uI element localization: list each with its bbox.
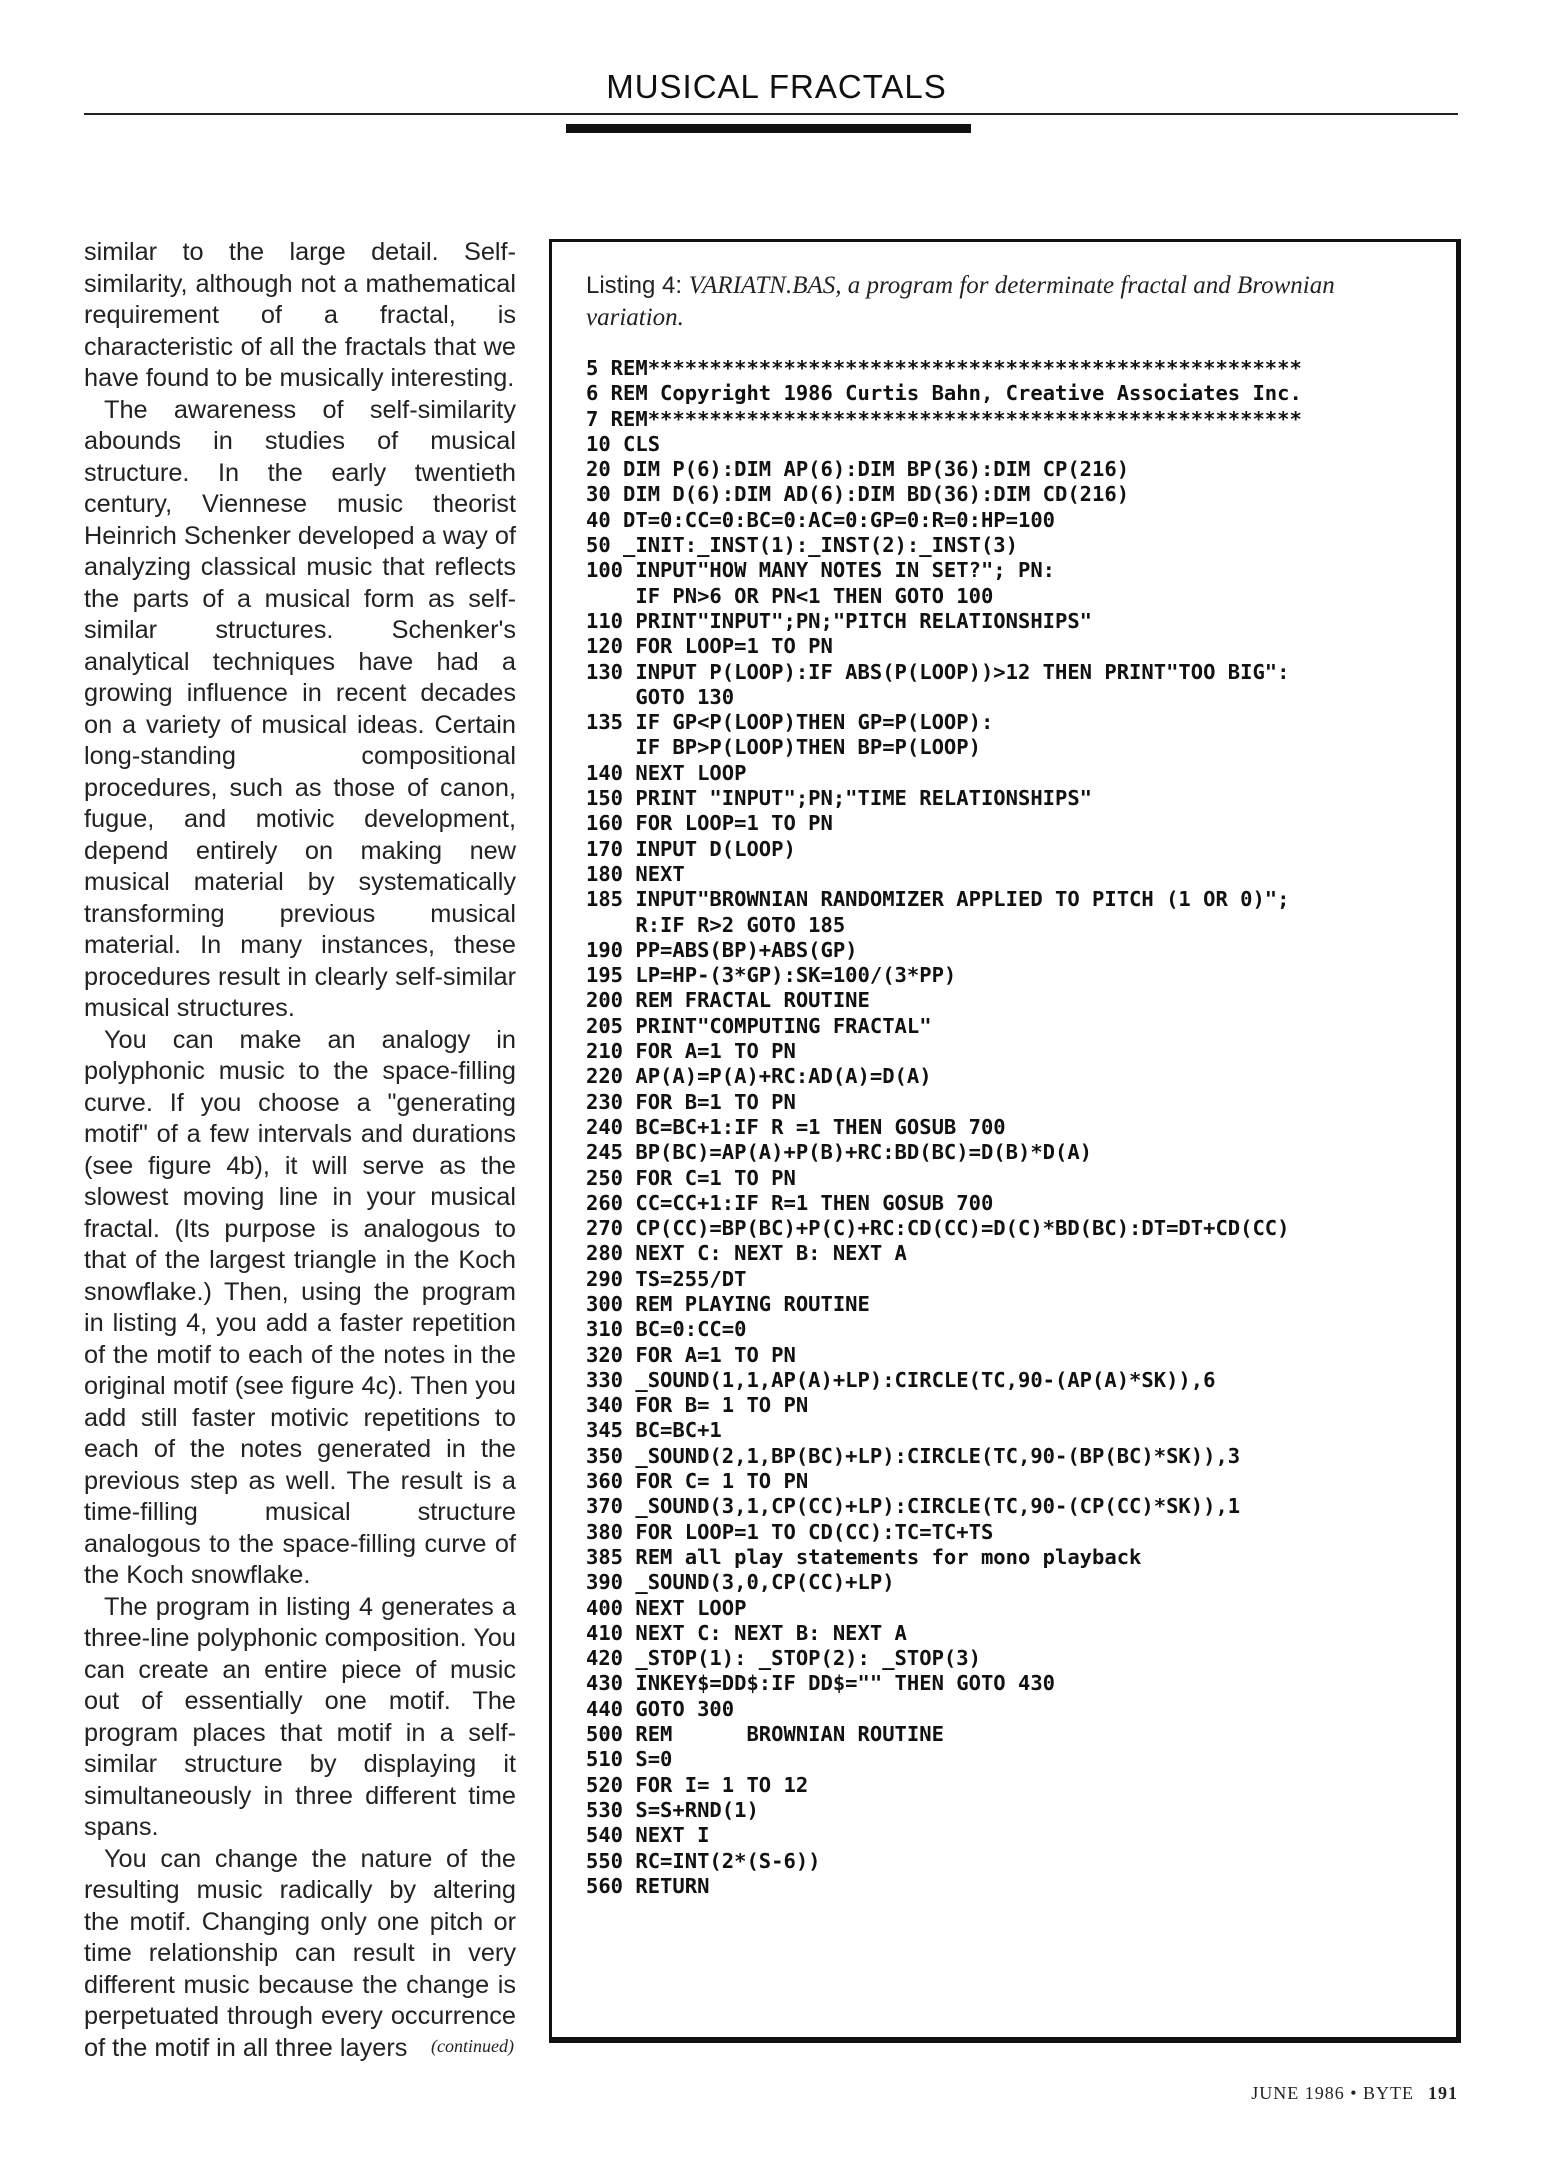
code-line: 530 S=S+RND(1) (586, 1797, 759, 1822)
code-line: 130 INPUT P(LOOP):IF ABS(P(LOOP))>12 THEN PRINT"TOO BIG": (586, 659, 1290, 684)
code-line: 185 INPUT"BROWNIAN RANDOMIZER APPLIED TO PITCH (1 OR 0)"; (586, 887, 1290, 912)
code-line: 150 PRINT "INPUT";PN;"TIME RELATIONSHIPS" (586, 786, 1093, 811)
code-line: 140 NEXT LOOP (586, 760, 747, 785)
code-line: 500 REM BROWNIAN ROUTINE (586, 1722, 944, 1747)
code-line: 540 NEXT I (586, 1823, 710, 1848)
listing-title: VARIATN.BAS, a program for determinate fractal and Brownian variation. (586, 272, 1335, 331)
code-line: 400 NEXT LOOP (586, 1595, 747, 1620)
code-line: 390 _SOUND(3,0,CP(CC)+LP) (586, 1570, 895, 1595)
body-paragraph: You can change the nature of the resulting music radically by altering the motif. Changing only one pitch or time relationship can result in very different music because the change is perpetuated through every occurrence of the motif in all three layers (84, 1844, 516, 2062)
code-line: 270 CP(CC)=BP(BC)+P(C)+RC:CD(CC)=D(C)*BD(BC):DT=DT+CD(CC) (586, 1216, 1290, 1241)
code-line: 200 REM FRACTAL ROUTINE (586, 988, 870, 1013)
code-line: 280 NEXT C: NEXT B: NEXT A (586, 1241, 907, 1266)
code-line: 110 PRINT"INPUT";PN;"PITCH RELATIONSHIPS" (586, 608, 1093, 633)
code-line: 510 S=0 (586, 1747, 673, 1772)
header-rule (84, 113, 1458, 115)
code-line: 40 DT=0:CC=0:BC=0:AC=0:GP=0:R=0:HP=100 (586, 507, 1055, 532)
listing-label: Listing 4: (586, 272, 683, 299)
code-line: 210 FOR A=1 TO PN (586, 1039, 796, 1064)
code-line: R:IF R>2 GOTO 185 (586, 912, 846, 937)
code-line: 160 FOR LOOP=1 TO PN (586, 811, 833, 836)
footer-issue: JUNE 1986 • BYTE (1251, 2083, 1414, 2103)
code-line: 205 PRINT"COMPUTING FRACTAL" (586, 1013, 932, 1038)
code-line: 7 REM***************************************************** (586, 406, 1302, 431)
code-line: 100 INPUT"HOW MANY NOTES IN SET?"; PN: (586, 558, 1055, 583)
code-line: 190 PP=ABS(BP)+ABS(GP) (586, 937, 858, 962)
code-line: 550 RC=INT(2*(S-6)) (586, 1848, 821, 1873)
body-paragraph: similar to the large detail. Self-similarity, although not a mathematical requirement of a fractal, is characteristic of all the fractals that we have found to be musically interesting. (84, 238, 516, 392)
code-line: 330 _SOUND(1,1,AP(A)+LP):CIRCLE(TC,90-(AP(A)*SK)),6 (586, 1367, 1216, 1392)
code-line: 560 RETURN (586, 1873, 710, 1898)
code-line: 120 FOR LOOP=1 TO PN (586, 634, 833, 659)
code-line: 6 REM Copyright 1986 Curtis Bahn, Creative Associates Inc. (586, 381, 1302, 406)
code-line: GOTO 130 (586, 684, 735, 709)
code-line: 300 REM PLAYING ROUTINE (586, 1291, 870, 1316)
code-line: 170 INPUT D(LOOP) (586, 836, 796, 861)
article-body-column (84, 237, 516, 2064)
code-line: 180 NEXT (586, 861, 685, 886)
code-line: 20 DIM P(6):DIM AP(6):DIM BP(36):DIM CP(216) (586, 457, 1130, 482)
code-line: 385 REM all play statements for mono playback (586, 1544, 1142, 1569)
code-listing (586, 356, 1446, 1899)
code-line: IF PN>6 OR PN<1 THEN GOTO 100 (586, 583, 994, 608)
page-number: 191 (1428, 2083, 1458, 2103)
body-paragraph: You can make an analogy in polyphonic music to the space-filling curve. If you choose a "generating motif" of a few intervals and durations (see figure 4b), it will serve as the slowest moving line in your musical fractal. (Its purpose is analogous to that of the largest triangle in the Koch snowflake.) Then, using the program in listing 4, you add a faster repetition of the motif to each of the notes in the original motif (see figure 4c). Then you add still faster motivic repetitions to each of the notes generated in the previous step as well. The result is a time-filling musical structure analogous to the space-filling curve of the Koch snowflake. (84, 1025, 516, 1589)
continued-label: (continued) (431, 2036, 514, 2056)
code-line: 195 LP=HP-(3*GP):SK=100/(3*PP) (586, 963, 957, 988)
code-line: 50 _INIT:_INST(1):_INST(2):_INST(3) (586, 533, 1018, 558)
running-header-title: MUSICAL FRACTALS (606, 68, 947, 105)
code-line: 310 BC=0:CC=0 (586, 1317, 747, 1342)
code-line: 260 CC=CC+1:IF R=1 THEN GOSUB 700 (586, 1190, 994, 1215)
code-line: 10 CLS (586, 431, 661, 456)
code-line: 135 IF GP<P(LOOP)THEN GP=P(LOOP): (586, 710, 994, 735)
code-line: 230 FOR B=1 TO PN (586, 1089, 796, 1114)
code-line: 290 TS=255/DT (586, 1266, 747, 1291)
code-line: 30 DIM D(6):DIM AD(6):DIM BD(36):DIM CD(216) (586, 482, 1130, 507)
code-line: 340 FOR B= 1 TO PN (586, 1393, 809, 1418)
code-line: 360 FOR C= 1 TO PN (586, 1469, 809, 1494)
listing-caption (586, 270, 1436, 334)
code-line: 320 FOR A=1 TO PN (586, 1342, 796, 1367)
code-line: 440 GOTO 300 (586, 1696, 735, 1721)
code-line: 250 FOR C=1 TO PN (586, 1165, 796, 1190)
code-line: 370 _SOUND(3,1,CP(CC)+LP):CIRCLE(TC,90-(CP(CC)*SK)),1 (586, 1494, 1241, 1519)
code-line: 245 BP(BC)=AP(A)+P(B)+RC:BD(BC)=D(B)*D(A) (586, 1140, 1093, 1165)
page-footer (1251, 2083, 1458, 2104)
code-line: IF BP>P(LOOP)THEN BP=P(LOOP) (586, 735, 981, 760)
code-line: 420 _STOP(1): _STOP(2): _STOP(3) (586, 1646, 981, 1671)
code-line: 345 BC=BC+1 (586, 1418, 722, 1443)
code-line: 520 FOR I= 1 TO 12 (586, 1772, 809, 1797)
code-line: 410 NEXT C: NEXT B: NEXT A (586, 1620, 907, 1645)
code-line: 350 _SOUND(2,1,BP(BC)+LP):CIRCLE(TC,90-(BP(BC)*SK)),3 (586, 1443, 1241, 1468)
body-paragraph: The program in listing 4 generates a three-line polyphonic composition. You can create an entire piece of music out of essentially one motif. The program places that motif in a self-similar structure by displaying it simultaneously in three different time spans. (84, 1592, 516, 1841)
code-line: 220 AP(A)=P(A)+RC:AD(A)=D(A) (586, 1064, 932, 1089)
code-line: 240 BC=BC+1:IF R =1 THEN GOSUB 700 (586, 1114, 1006, 1139)
header-bar (566, 124, 971, 133)
code-line: 5 REM***************************************************** (586, 356, 1302, 380)
code-line: 430 INKEY$=DD$:IF DD$="" THEN GOTO 430 (586, 1671, 1055, 1696)
code-line: 380 FOR LOOP=1 TO CD(CC):TC=TC+TS (586, 1519, 994, 1544)
body-paragraph: The awareness of self-similarity abounds in studies of musical structure. In the early twentieth century, Viennese music theorist Heinrich Schenker developed a way of analyzing classical music that reflects the parts of a musical form as self-similar structures. Schenker's analytical techniques have had a growing influence in recent decades on a variety of musical ideas. Certain long-standing compositional procedures, such as those of canon, fugue, and motivic development, depend entirely on making new musical material by systematically transforming previous musical material. In many instances, these procedures result in clearly self-similar musical structures. (84, 395, 516, 1022)
